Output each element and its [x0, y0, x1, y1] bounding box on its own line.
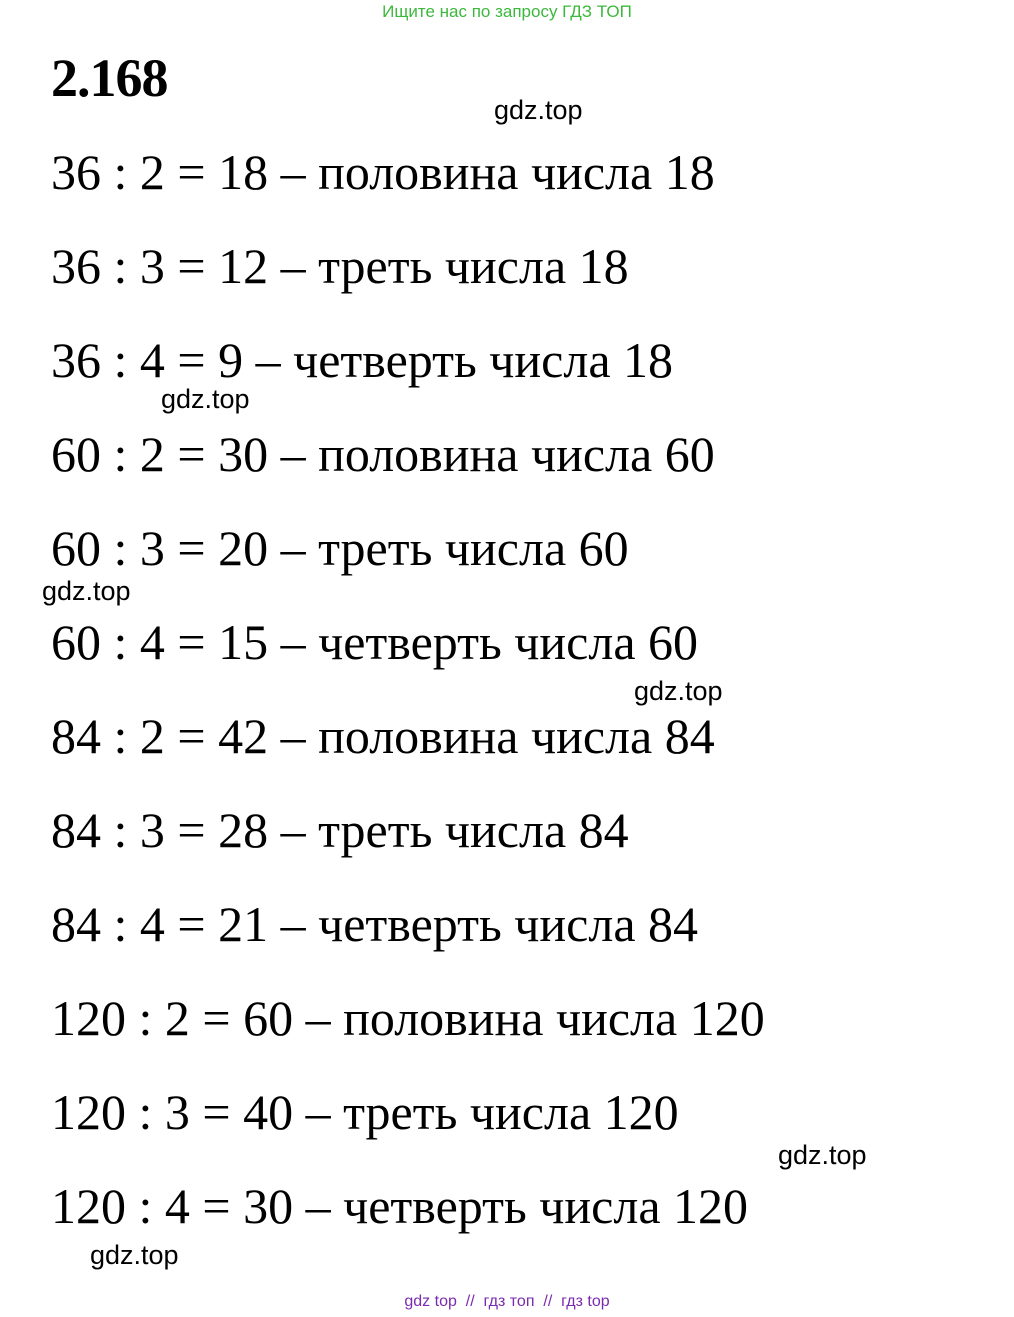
watermark: gdz.top: [634, 676, 723, 706]
equation-line: 84 : 3 = 28 – треть числа 84: [51, 802, 629, 858]
problem-number: 2.168: [51, 48, 168, 108]
equation-line: 36 : 2 = 18 – половина числа 18: [51, 144, 715, 200]
watermark: gdz.top: [90, 1240, 179, 1270]
top-banner: Ищите нас по запросу ГДЗ ТОП: [382, 2, 632, 21]
footer-links: gdz top // гдз топ // гдз top: [404, 1293, 610, 1310]
equation-line: 36 : 3 = 12 – треть числа 18: [51, 238, 629, 294]
watermark: gdz.top: [778, 1140, 867, 1170]
watermark: gdz.top: [42, 576, 131, 606]
equation-line: 36 : 4 = 9 – четверть числа 18: [51, 332, 674, 388]
watermark: gdz.top: [494, 95, 583, 125]
equation-line: 120 : 3 = 40 – треть числа 120: [51, 1084, 679, 1140]
equation-line: 84 : 2 = 42 – половина числа 84: [51, 708, 715, 764]
equation-line: 120 : 4 = 30 – четверть числа 120: [51, 1178, 749, 1234]
equation-line: 60 : 2 = 30 – половина числа 60: [51, 426, 715, 482]
watermark: gdz.top: [161, 384, 250, 414]
equation-line: 60 : 3 = 20 – треть числа 60: [51, 520, 629, 576]
equation-line: 84 : 4 = 21 – четверть числа 84: [51, 896, 699, 952]
equation-line: 60 : 4 = 15 – четверть числа 60: [51, 614, 699, 670]
equation-line: 120 : 2 = 60 – половина числа 120: [51, 990, 765, 1046]
